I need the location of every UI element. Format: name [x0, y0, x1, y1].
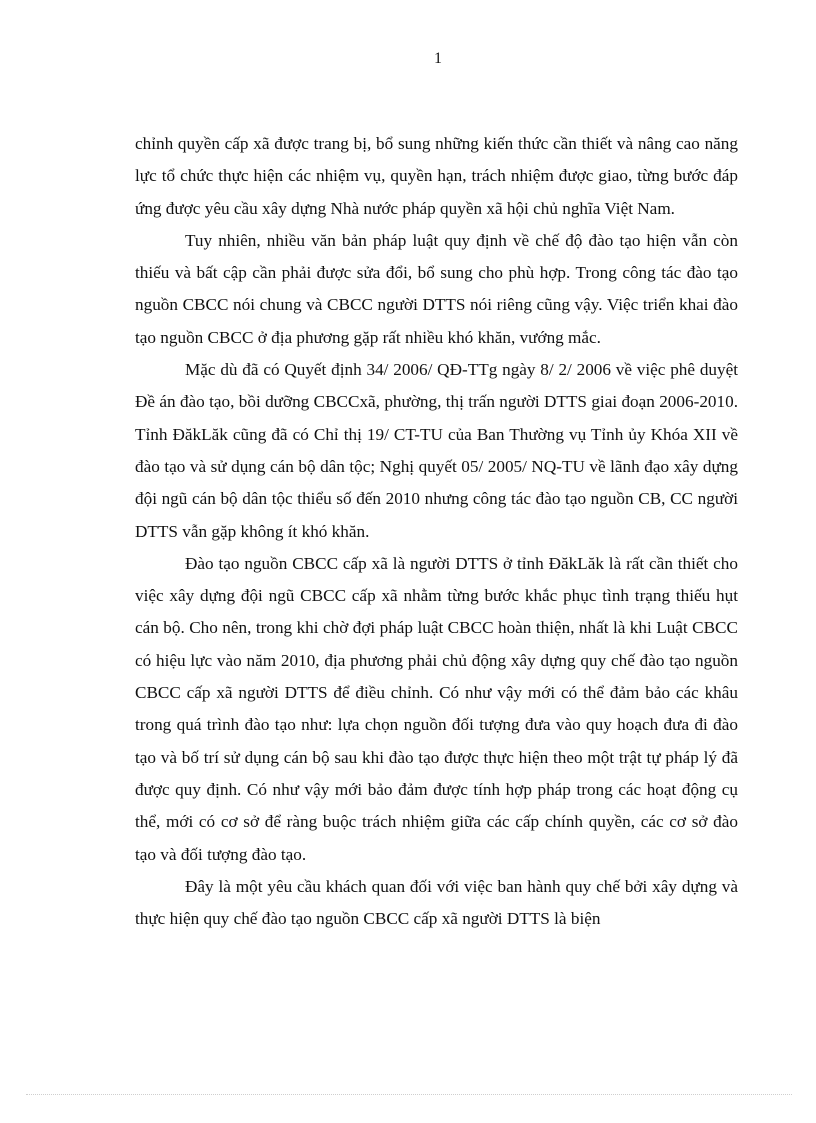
paragraph: Mặc dù đã có Quyết định 34/ 2006/ QĐ-TTg ngày 8/ 2/ 2006 về việc phê duyệt Đề án đào tạo, bồi dưỡng CBCCxã, phường, thị trấn người DTTS giai đoạn 2006-2010. Tỉnh ĐăkLăk cũng đã có Chỉ thị 19/ CT-TU của Ban Thường vụ Tỉnh ủy Khóa XII về đào tạo và sử dụng cán bộ dân tộc; Nghị quyết 05/ 2005/ NQ-TU về lãnh đạo xây dựng đội ngũ cán bộ dân tộc thiểu số đến 2010 nhưng công tác đào tạo nguồn CB, CC người DTTS vẫn gặp không ít khó khăn.: [135, 360, 738, 541]
paragraph: chỉnh quyền cấp xã được trang bị, bổ sung những kiến thức cần thiết và nâng cao năng lực tổ chức thực hiện các nhiệm vụ, quyền hạn, trách nhiệm được giao, từng bước đáp ứng được yêu cầu xây dựng Nhà nước pháp quyền xã hội chủ nghĩa Việt Nam.: [135, 134, 738, 218]
paragraph: Tuy nhiên, nhiều văn bản pháp luật quy định về chế độ đào tạo hiện vẫn còn thiếu và bất cập cần phải được sửa đổi, bổ sung cho phù hợp. Trong công tác đào tạo nguồn CBCC nói chung và CBCC người DTTS nói riêng cũng vậy. Việc triển khai đào tạo nguồn CBCC ở địa phương gặp rất nhiều khó khăn, vướng mắc.: [135, 230, 738, 347]
paragraph: Đào tạo nguồn CBCC cấp xã là người DTTS ở tỉnh ĐăkLăk là rất cần thiết cho việc xây dựng đội ngũ CBCC cấp xã nhằm từng bước khắc phục tình trạng thiếu hụt cán bộ. Cho nên, trong khi chờ đợi pháp luật CBCC hoàn thiện, nhất là khi Luật CBCC có hiệu lực vào năm 2010, địa phương phải chủ động xây dựng quy chế đào tạo nguồn CBCC cấp xã người DTTS để điều chỉnh. Có như vậy mới có thể đảm bảo các khâu trong quá trình đào tạo như: lựa chọn nguồn đối tượng đưa vào quy hoạch đưa đi đào tạo và bố trí sử dụng cán bộ sau khi đào tạo được thực hiện theo một trật tự pháp lý đã được quy định. Có như vậy mới bảo đảm được tính hợp pháp trong các hoạt động cụ thể, mới có cơ sở để ràng buộc trách nhiệm giữa các cấp chính quyền, các cơ sở đào tạo và đối tượng đào tạo.: [135, 553, 738, 864]
document-body: [135, 128, 738, 935]
paragraph: Đây là một yêu cầu khách quan đối với việc ban hành quy chế bởi xây dựng và thực hiện quy chế đào tạo nguồn CBCC cấp xã người DTTS là biện: [135, 876, 738, 929]
page-number: 1: [434, 50, 442, 67]
page-bottom-divider: [26, 1094, 792, 1095]
